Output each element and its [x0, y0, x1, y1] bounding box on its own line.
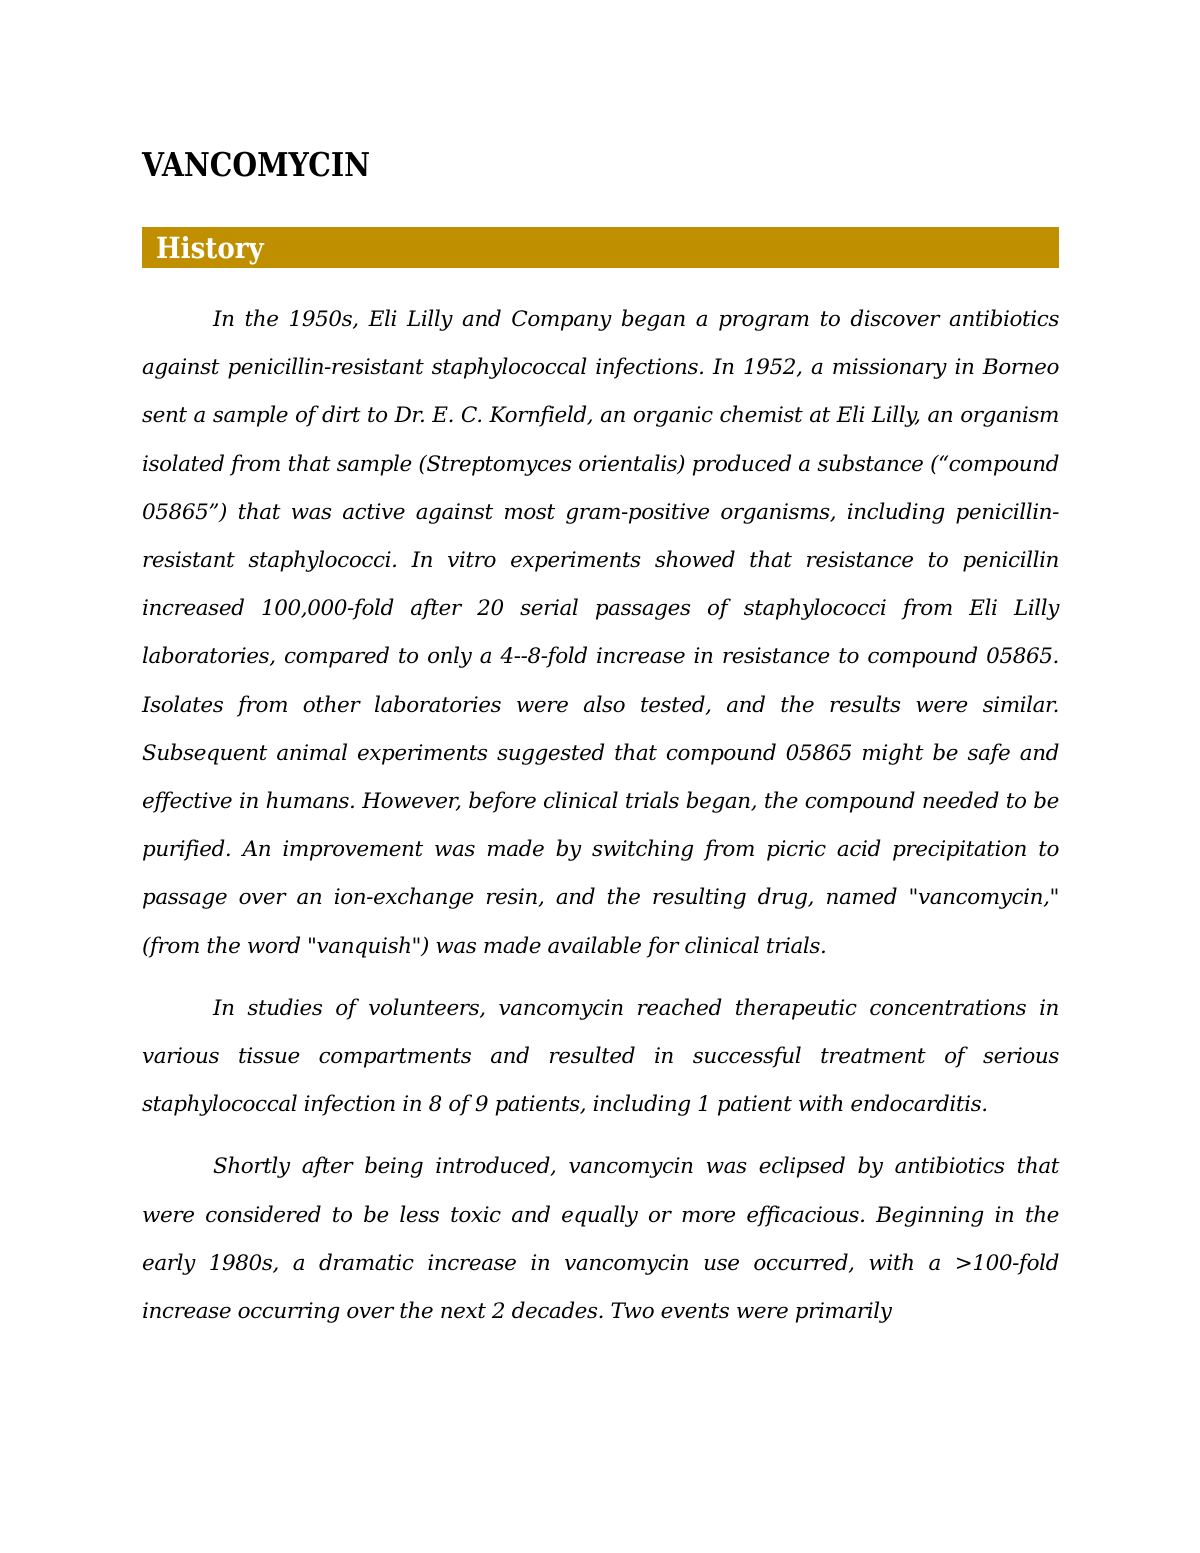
document-title: VANCOMYCIN: [142, 145, 371, 184]
paragraph-usage-increase: Shortly after being introduced, vancomycin was eclipsed by antibiotics that were considered to be less toxic and equally or more efficacious. Beginning in the early 1980s, a dramatic increase in vancomycin use occurred, with a >100-fold increase occurring over the next 2 decades. Two events were primarily: [142, 1154, 1059, 1325]
section-heading-history: History: [156, 231, 264, 265]
history-body: [142, 296, 1059, 1336]
section-heading-bar: [142, 227, 1059, 268]
paragraph-discovery: In the 1950s, Eli Lilly and Company began a program to discover antibiotics against penicillin-resistant staphylococcal infections. In 1952, a missionary in Borneo sent a sample of dirt to Dr. E. C. Kornfield, an organic chemist at Eli Lilly, an organism isolated from that sample (Streptomyces orientalis) produced a substance (“compound 05865”) that was active against most gram-positive organisms, including penicillin-resistant staphylococci. In vitro experiments showed that resistance to penicillin increased 100,000-fold after 20 serial passages of staphylococci from Eli Lilly laboratories, compared to only a 4--8-fold increase in resistance to compound 05865. Isolates from other laboratories were also tested, and the results were similar. Subsequent animal experiments suggested that compound 05865 might be safe and effective in humans. However, before clinical trials began, the compound needed to be purified. An improvement was made by switching from picric acid precipitation to passage over an ion-exchange resin, and the resulting drug, named "vancomycin," (from the word "vanquish") was made available for clinical trials.: [142, 307, 1059, 959]
paragraph-volunteer-studies: In studies of volunteers, vancomycin reached therapeutic concentrations in various tissue compartments and resulted in successful treatment of serious staphylococcal infection in 8 of 9 patients, including 1 patient with endocarditis.: [142, 995, 1059, 1118]
